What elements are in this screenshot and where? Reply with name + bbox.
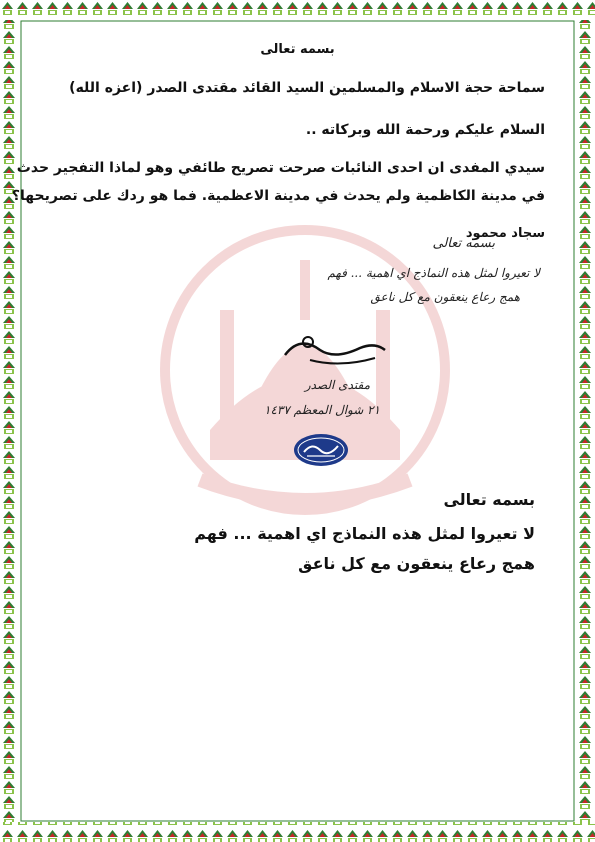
handwritten-heading: بسمه تعالى (432, 236, 495, 251)
question-line-2: في مدينة الكاظمية ولم يحدث في مدينة الاعظمية. فما هو ردك على تصريحها؟ (11, 188, 545, 204)
letter-heading: بسمه تعالى (260, 42, 335, 57)
typed-reply-line-2: همج رعاع ينعقون مع كل ناعق (298, 554, 535, 573)
question-line-1: سيدي المفدى ان احدى النائبات صرحت تصريح طائفي وهو لماذا التفجير حدث (16, 160, 545, 176)
typed-reply-heading: بسمه تعالى (443, 490, 535, 509)
addressee-line: سماحة حجة الاسلام والمسلمين السيد القائد مقتدى الصدر (اعزه الله) (69, 80, 545, 96)
handwritten-line-1: لا تعيروا لمثل هذه النماذج اي اهمية ... فهم (327, 266, 540, 280)
official-seal-stamp (292, 432, 350, 468)
handwritten-line-2: همج رعاع ينعقون مع كل ناعق (370, 290, 520, 304)
greeting-line: السلام عليكم ورحمة الله وبركاته .. (305, 122, 545, 138)
handwritten-signature (280, 330, 390, 370)
typed-reply-line-1: لا تعيروا لمثل هذه النماذج اي اهمية ... فهم (194, 524, 535, 543)
handwritten-signature-name: مقتدى الصدر (304, 378, 370, 392)
sender-name: سجاد محمود (465, 226, 545, 241)
handwritten-date: ٢١ شوال المعظم ١٤٣٧ (264, 403, 380, 417)
